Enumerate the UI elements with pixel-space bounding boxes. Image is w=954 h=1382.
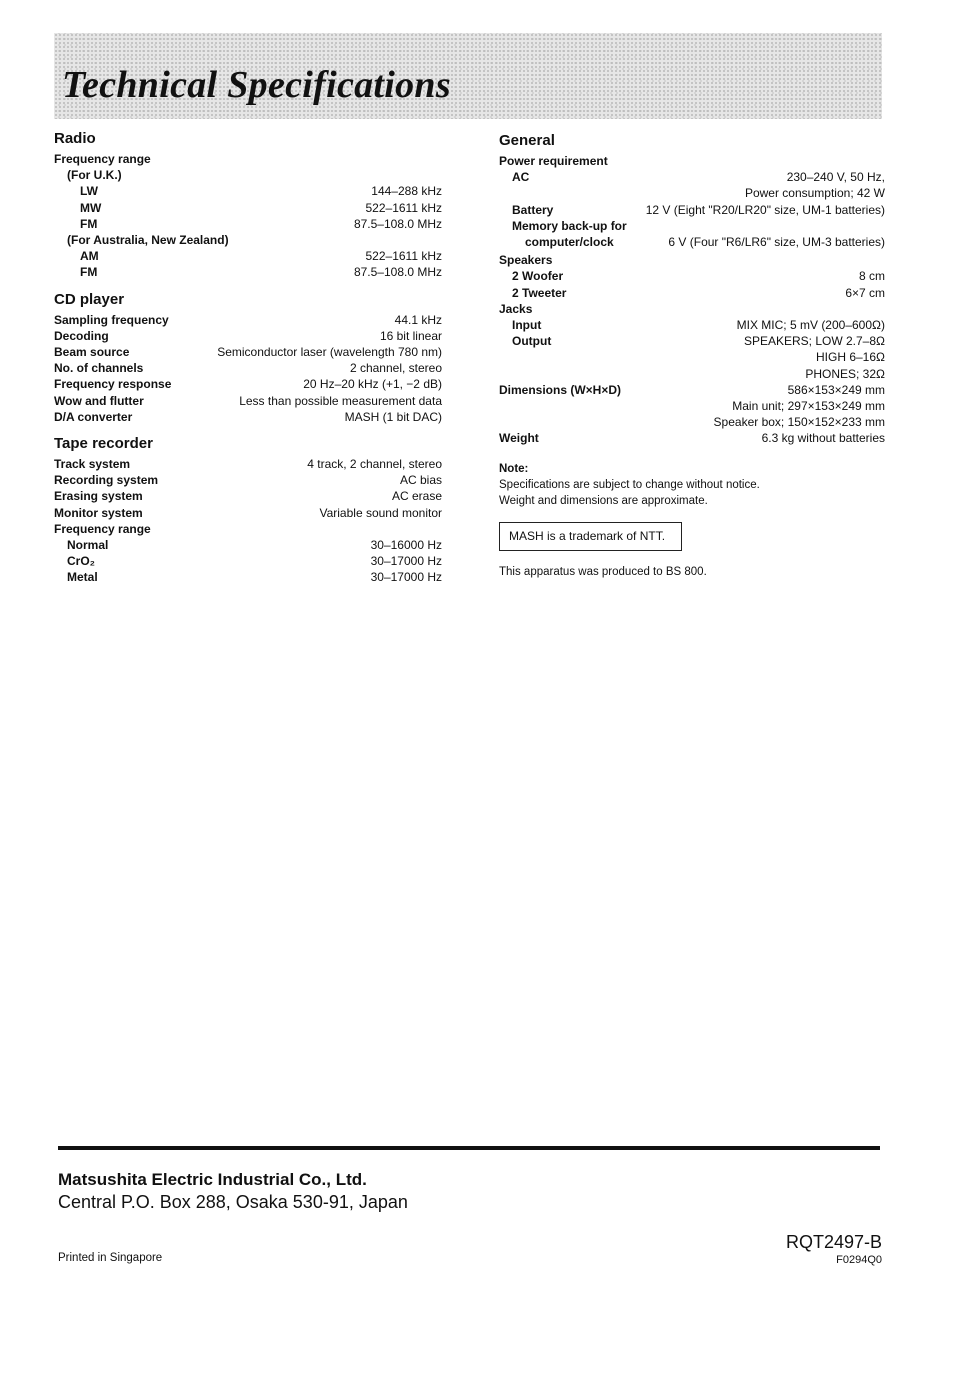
spec-label: Track system [54, 457, 131, 472]
note-block [499, 461, 885, 509]
spec-label: Memory back-up for [512, 218, 627, 233]
spec-row [499, 382, 885, 431]
spec-label: Speakers [499, 253, 553, 268]
spec-label: Monitor system [54, 505, 143, 520]
spec-row [499, 268, 885, 284]
spec-label: Input [512, 318, 542, 333]
spec-value: 44.1 kHz [394, 312, 442, 327]
spec-value: 6×7 cm [845, 285, 885, 300]
spec-row [54, 200, 442, 216]
spec-row [54, 456, 442, 472]
spec-value: 230–240 V, 50 Hz, [786, 170, 885, 185]
spec-label: Beam source [54, 345, 130, 360]
spec-value: 87.5–108.0 MHz [353, 265, 442, 280]
spec-label: No. of channels [54, 361, 144, 376]
page-title: Technical Specifications [62, 64, 451, 106]
spec-label: Jacks [499, 301, 533, 316]
footer-rule [58, 1146, 880, 1150]
spec-label: (For U.K.) [67, 168, 122, 183]
spec-label: Dimensions (W×H×D) [499, 382, 622, 397]
spec-value: 30–17000 Hz [370, 570, 442, 585]
spec-value: 30–17000 Hz [370, 554, 442, 569]
company-address: Central P.O. Box 288, Osaka 530-91, Japan [58, 1192, 408, 1212]
spec-row [54, 553, 442, 569]
spec-value: 12 V (Eight "R20/LR20" size, UM-1 batteries) [645, 202, 885, 217]
standard-statement: This apparatus was produced to BS 800. [499, 565, 707, 578]
cd-heading: CD player [54, 290, 125, 308]
general-heading: General [499, 132, 555, 149]
spec-row [54, 312, 442, 328]
tape-heading: Tape recorder [54, 435, 153, 453]
spec-value: 4 track, 2 channel, stereo [307, 457, 442, 472]
spec-label: Weight [499, 431, 539, 446]
spec-row [54, 569, 442, 585]
note-line: Weight and dimensions are approximate. [499, 494, 708, 507]
spec-label: Output [512, 334, 552, 349]
spec-label: FM [80, 265, 98, 280]
spec-value: 87.5–108.0 MHz [353, 216, 442, 231]
spec-row [54, 183, 442, 199]
right-column [499, 132, 885, 578]
spec-label: 2 Woofer [512, 269, 564, 284]
spec-row [54, 328, 442, 344]
spec-label: Normal [67, 538, 109, 553]
spec-value: AC erase [391, 489, 442, 504]
spec-row [499, 285, 885, 301]
note-title: Note: [499, 462, 529, 475]
spec-value: Semiconductor laser (wavelength 780 nm) [217, 345, 442, 360]
spec-value: Variable sound monitor [319, 505, 442, 520]
spec-label: Sampling frequency [54, 312, 169, 327]
spec-value: HIGH 6–16Ω [816, 350, 885, 365]
spec-row [54, 472, 442, 488]
spec-row [499, 234, 885, 250]
spec-value: MASH (1 bit DAC) [344, 409, 442, 424]
spec-row [499, 430, 885, 446]
spec-label: Power requirement [499, 154, 608, 168]
spec-value: Speaker box; 150×152×233 mm [713, 415, 885, 430]
cd-section [54, 291, 442, 425]
spec-label: MW [80, 200, 102, 215]
printed-in: Printed in Singapore [58, 1252, 163, 1264]
spec-value: 6 V (Four "R6/LR6" size, UM-3 batteries) [668, 235, 885, 250]
spec-row [54, 216, 442, 232]
spec-row [499, 169, 885, 201]
spec-label: Frequency range [54, 152, 151, 166]
spec-label: computer/clock [525, 235, 614, 250]
spec-label: AC [512, 170, 530, 185]
spec-value: Power consumption; 42 W [744, 186, 885, 201]
spec-label: Erasing system [54, 489, 143, 504]
spec-value: 16 bit linear [379, 328, 442, 343]
spec-row [54, 248, 442, 264]
radio-heading: Radio [54, 130, 96, 147]
spec-label: 2 Tweeter [512, 285, 567, 300]
spec-value: 522–1611 kHz [365, 200, 442, 215]
spec-value: 6.3 kg without batteries [761, 431, 885, 446]
spec-label: Frequency range [54, 521, 151, 536]
spec-label: (For Australia, New Zealand) [67, 233, 229, 248]
spec-label: Wow and flutter [54, 393, 144, 408]
spec-value: AC bias [399, 473, 442, 488]
document-code: F0294Q0 [836, 1254, 882, 1266]
general-section [499, 132, 885, 447]
title-banner [54, 33, 882, 119]
spec-row [54, 488, 442, 504]
spec-row [499, 202, 885, 218]
spec-label: Decoding [54, 328, 109, 343]
spec-value: 8 cm [858, 269, 885, 284]
spec-row [54, 344, 442, 360]
note-line: Specifications are subject to change without notice. [499, 478, 760, 491]
spec-value: 586×153×249 mm [787, 382, 885, 397]
spec-row [54, 537, 442, 553]
spec-value: 144–288 kHz [371, 184, 442, 199]
spec-value: PHONES; 32Ω [805, 366, 885, 381]
spec-label: LW [80, 184, 98, 199]
company-name: Matsushita Electric Industrial Co., Ltd. [58, 1170, 367, 1189]
spec-label: Metal [67, 570, 98, 585]
spec-label: CrO₂ [67, 554, 96, 569]
spec-value: 30–16000 Hz [370, 538, 442, 553]
left-column [54, 130, 442, 596]
spec-label: Frequency response [54, 377, 172, 392]
spec-value: 20 Hz–20 kHz (+1, −2 dB) [303, 377, 442, 392]
spec-value: Less than possible measurement data [239, 393, 442, 408]
spec-label: FM [80, 216, 98, 231]
spec-label: AM [80, 249, 99, 264]
spec-value: 522–1611 kHz [365, 249, 442, 264]
document-number: RQT2497-B [785, 1232, 882, 1252]
spec-row [54, 505, 442, 521]
spec-label: D/A converter [54, 409, 133, 424]
spec-row [499, 317, 885, 333]
spec-label: Battery [512, 202, 554, 217]
spec-value: MIX MIC; 5 mV (200–600Ω) [736, 318, 885, 333]
spec-row [54, 360, 442, 376]
spec-row [499, 333, 885, 382]
spec-value: SPEAKERS; LOW 2.7–8Ω [743, 334, 885, 349]
tape-section [54, 435, 442, 586]
trademark-box: MASH is a trademark of NTT. [499, 522, 682, 551]
spec-label: Recording system [54, 473, 159, 488]
spec-row [54, 376, 442, 392]
spec-value: Main unit; 297×153×249 mm [732, 399, 885, 414]
spec-row [54, 264, 442, 280]
spec-value: 2 channel, stereo [349, 361, 442, 376]
radio-section [54, 130, 442, 281]
spec-row [54, 393, 442, 409]
spec-row [54, 409, 442, 425]
